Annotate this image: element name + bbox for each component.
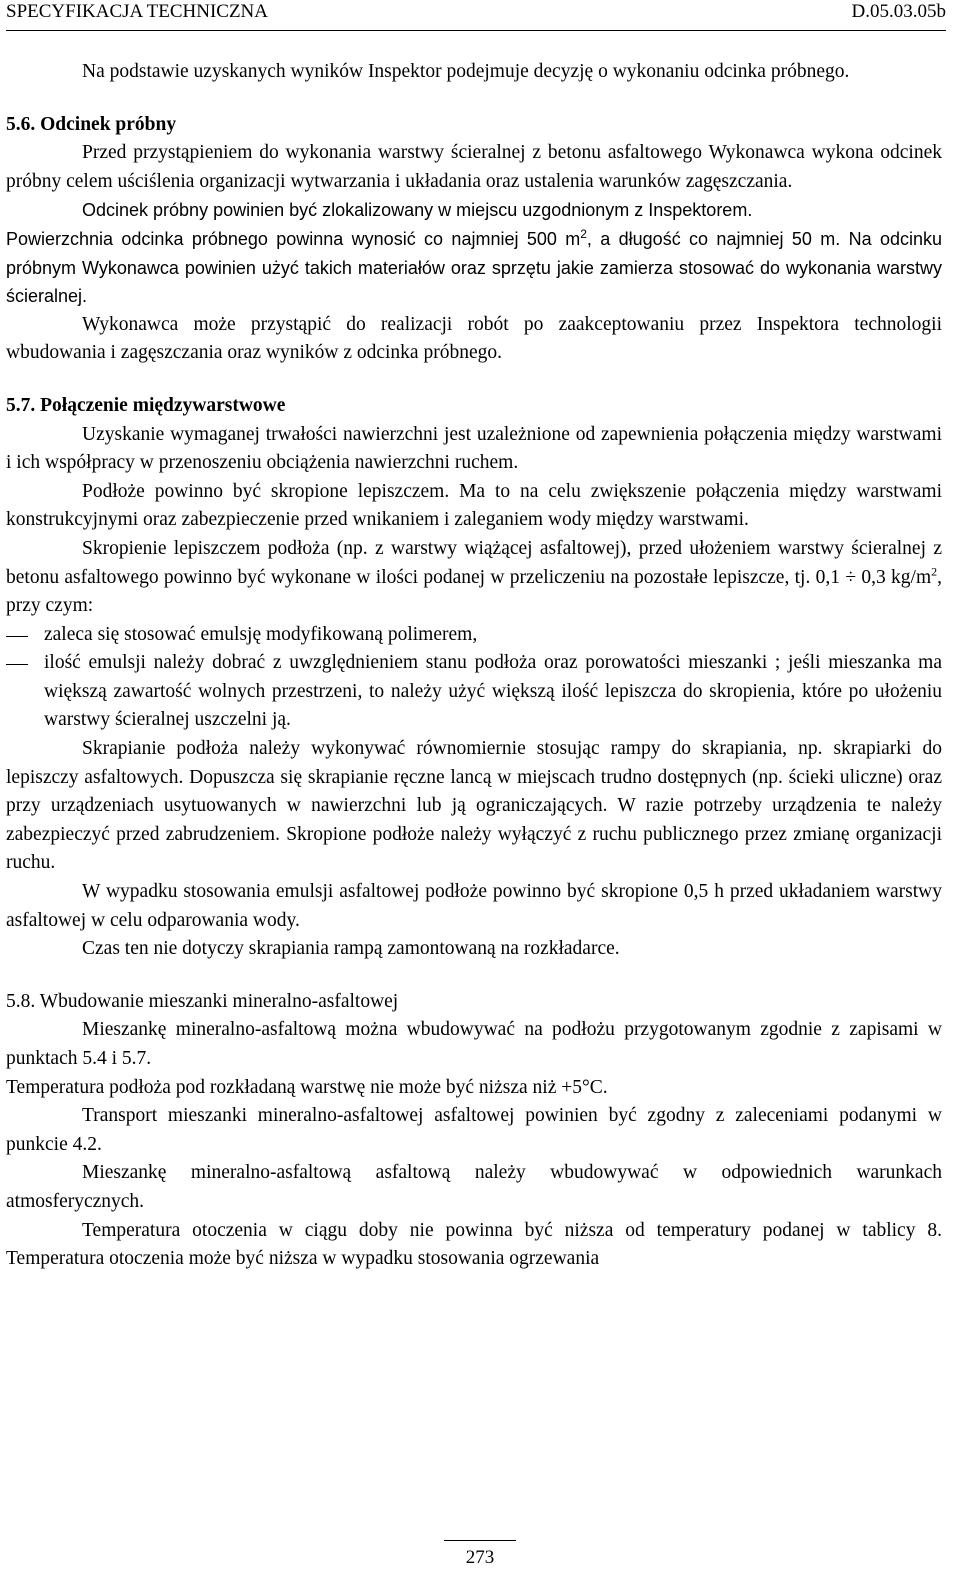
document-title: SPECYFIKACJA TECHNICZNA [6,1,268,22]
s57-paragraph-4: Skrapianie podłoża należy wykonywać równomiernie stosując rampy do skrapiania, np. skrapiarki do lepiszczy asfaltowych. Dopuszcza się skrapianie ręczne lancą w miejscach trudno dostępnych (np. ścieki uliczne) oraz przy urządzeniach usytuowanych w nawierzchni lub ją ograniczających. W razie potrzeby urządzenia te należy zabezpieczyć przed zabrudzeniem. Skropione podłoże należy wyłączyć z ruchu publicznego przez zmianę organizacji ruchu. [6,738,942,874]
s58-paragraph-4: Mieszankę mineralno-asfaltową asfaltową należy wbudowywać w odpowiednich warunkach atmosferycznych. [6,1162,942,1212]
s58-paragraph-5: Temperatura otoczenia w ciągu doby nie powinna być niższa od temperatury podanej w tablicy 8. Temperatura otoczenia może być niższa w wypadku stosowania ogrzewania [6,1219,942,1270]
intro-paragraph: Na podstawie uzyskanych wyników Inspektor podejmuje decyzję o wykonaniu odcinka próbnego. [82,61,850,82]
s56-paragraph-3: Powierzchnia odcinka próbnego powinna wynosić co najmniej 500 $m^2$, a długość co najmniej 50 m. Na odcinku próbnym Wykonawca powinien użyć takich materiałów oraz sprzętu jakie zamierza stosować do wykonania warstwy ścieralnej. [6,226,942,307]
s56-paragraph-4: Wykonawca może przystąpić do realizacji robót po zaakceptowaniu przez Inspektora technologii wbudowania i zagęszczania oraz wyników z odcinka próbnego. [6,313,942,364]
s58-paragraph-2: Temperatura podłoża pod rozkładaną warstwę nie może być niższa niż +5°C. [6,1076,608,1098]
s56-paragraph-2: Odcinek próbny powinien być zlokalizowany w miejscu uzgodnionym z Inspektorem. [82,200,753,221]
page-number: 273 [444,1540,517,1569]
s57-paragraph-5: W wypadku stosowania emulsji asfaltowej podłoże powinno być skropione 0,5 h przed układaniem warstwy asfaltowej w celu odparowania wody. [6,881,942,931]
requirements-list [6,621,942,735]
list-item: zaleca się stosować emulsję modyfikowaną polimerem, [6,621,942,650]
s58-paragraph-3: Transport mieszanki mineralno-asfaltowej asfaltowej powinien być zgodny z zaleceniami podanymi w punkcie 4.2. [6,1105,942,1155]
section-5-8-heading: 5.8. Wbudowanie mieszanki mineralno-asfaltowej [6,990,399,1012]
s58-paragraph-1: Mieszankę mineralno-asfaltową można wbudowywać na podłożu przygotowanym zgodnie z zapisami w punktach 5.4 i 5.7. [6,1019,942,1069]
section-5-7-heading: 5.7. Połączenie międzywarstwowe [6,394,286,416]
s56-paragraph-1: Przed przystąpieniem do wykonania warstwy ścieralnej z betonu asfaltowego Wykonawca wykona odcinek próbny celem uściślenia organizacji wytwarzania i układania oraz ustalenia warunków zagęszczania. [6,142,942,192]
s57-paragraph-6: Czas ten nie dotyczy skrapiania rampą zamontowaną na rozkładarce. [82,938,620,960]
page-header [6,0,946,31]
section-5-6-heading: 5.6. Odcinek próbny [6,113,177,135]
document-code: D.05.03.05b [851,1,946,22]
page-footer [0,1540,960,1569]
document-body [6,58,942,1274]
s57-paragraph-1: Uzyskanie wymaganej trwałości nawierzchni jest uzależnione od zapewnienia połączenia między warstwami i ich współpracy w przenoszeniu obciążenia nawierzchni ruchem. [6,423,942,474]
s57-paragraph-3: Skropienie lepiszczem podłoża (np. z warstwy wiążącej asfaltowej), przed ułożeniem warstwy ścieralnej z betonu asfaltowego powinno być wykonane w ilości podanej w przeliczeniu na pozostałe lepiszcze, tj. 0,1 ÷ 0,3 $kg/m^2$, przy czym: [6,537,942,617]
s57-paragraph-2: Podłoże powinno być skropione lepiszczem. Ma to na celu zwiększenie połączenia między warstwami konstrukcyjnymi oraz zabezpieczenie przed wnikaniem i zaleganiem wody między warstwami. [6,480,942,531]
list-item: ilość emulsji należy dobrać z uwzględnieniem stanu podłoża oraz porowatości mieszanki ; jeśli mieszanka ma większą zawartość wolnych przestrzeni, to należy użyć większą ilość lepiszcza do skropienia, które po ułożeniu warstwy ścieralnej uszczelni ją. [6,649,942,735]
